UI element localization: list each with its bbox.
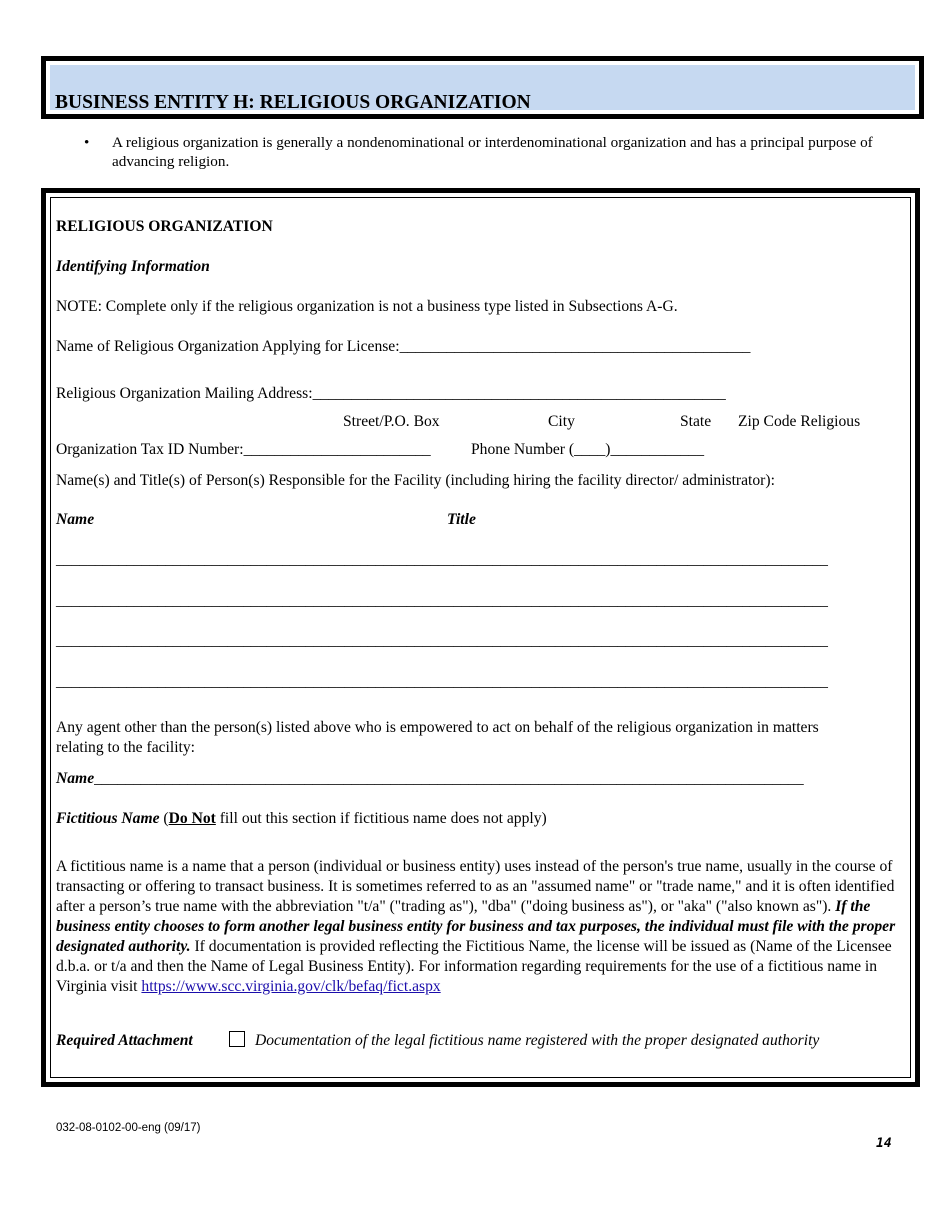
do-not-emphasis: Do Not bbox=[168, 810, 216, 827]
fictitious-name-heading-row bbox=[56, 809, 547, 828]
section-header-box bbox=[41, 56, 924, 119]
person-entry-line[interactable]: ___________________________________________________________________________________________________ bbox=[56, 551, 828, 568]
person-entry-line[interactable]: ___________________________________________________________________________________________________ bbox=[56, 592, 828, 609]
note-text: NOTE: Complete only if the religious organization is not a business type listed in Subsections A-G. bbox=[56, 298, 678, 315]
intro-text: A religious organization is generally a nondenominational or interdenominational organization and has a principal purpose of advancing religion. bbox=[112, 134, 873, 170]
org-name-label: Name of Religious Organization Applying for License: bbox=[56, 338, 400, 355]
attachment-description: Documentation of the legal fictitious name registered with the proper designated authority bbox=[255, 1032, 820, 1049]
tax-id-line[interactable]: ________________________ bbox=[243, 441, 431, 458]
agent-name-line[interactable]: ___________________________________________________________________________________________ bbox=[94, 770, 804, 787]
form-section-title: RELIGIOUS ORGANIZATION bbox=[56, 218, 273, 235]
agent-description-line2: relating to the facility: bbox=[56, 739, 195, 756]
mailing-address-line[interactable]: _____________________________________________________ bbox=[312, 385, 726, 402]
page-number: 14 bbox=[876, 1136, 892, 1151]
address-zip-label: Zip Code Religious bbox=[738, 413, 861, 430]
agent-name-label: Name bbox=[56, 770, 95, 787]
intro-bullet-item bbox=[84, 133, 884, 171]
identifying-heading: Identifying Information bbox=[56, 258, 210, 275]
form-code: 032-08-0102-00-eng (09/17) bbox=[56, 1122, 201, 1134]
persons-responsible-label: Name(s) and Title(s) of Person(s) Responsible for the Facility (including hiring the facility director/ administrator): bbox=[56, 472, 775, 489]
attachment-checkbox[interactable] bbox=[229, 1031, 245, 1047]
fictitious-name-heading: Fictitious Name bbox=[56, 810, 160, 827]
name-column-header: Name bbox=[56, 511, 95, 528]
paren-open: ( bbox=[159, 810, 169, 827]
agent-name-field[interactable] bbox=[56, 769, 804, 788]
person-entry-line[interactable]: ___________________________________________________________________________________________________ bbox=[56, 673, 828, 690]
org-name-line[interactable]: _____________________________________________ bbox=[399, 338, 751, 355]
section-title: BUSINESS ENTITY H: RELIGIOUS ORGANIZATION bbox=[55, 92, 531, 113]
address-street-label: Street/P.O. Box bbox=[343, 413, 440, 430]
person-entry-line[interactable]: ___________________________________________________________________________________________________ bbox=[56, 632, 828, 649]
tax-id-label: Organization Tax ID Number: bbox=[56, 441, 244, 458]
fictitious-para-text-2: If documentation is provided reflecting the Fictitious Name, the license will be issued as (Name of the Licensee d.b.a. or t/a and then the Name of Legal Business Entity). For information regarding requirements for the use of a fictitious name in Virginia visit bbox=[56, 938, 892, 995]
required-attachment-label: Required Attachment bbox=[56, 1032, 193, 1049]
org-name-field[interactable] bbox=[56, 337, 750, 356]
tax-id-field[interactable] bbox=[56, 440, 431, 459]
agent-description-line1: Any agent other than the person(s) listed above who is empowered to act on behalf of the religious organization in matters bbox=[56, 719, 819, 736]
fictitious-para-text-1: A fictitious name is a name that a person (individual or business entity) uses instead of the person's true name, usually in the course of transacting or offering to transact business. It is sometimes referred to as an "assumed name" or "trade name," and it is often identified after a person’s true name with the abbreviation "t/a" ("trading as"), "dba" ("doing business as"), or "aka" ("also known as"). bbox=[56, 858, 895, 915]
virginia-scc-link[interactable]: https://www.scc.virginia.gov/clk/befaq/fict.aspx bbox=[141, 978, 441, 995]
phone-number-field[interactable]: Phone Number (____)____________ bbox=[471, 441, 705, 458]
address-city-label: City bbox=[548, 413, 575, 430]
address-state-label: State bbox=[680, 413, 712, 430]
fictitious-para-bold: If the business entity chooses to form another legal business entity for business and tax purposes, the individual must file with the proper designated authority. bbox=[56, 898, 896, 955]
mailing-address-label: Religious Organization Mailing Address: bbox=[56, 385, 313, 402]
fictitious-instruction: fill out this section if fictitious name does not apply) bbox=[215, 810, 547, 827]
title-column-header: Title bbox=[447, 511, 476, 528]
mailing-address-field[interactable] bbox=[56, 384, 726, 403]
bullet-icon: • bbox=[84, 134, 90, 151]
fictitious-name-paragraph bbox=[56, 857, 901, 997]
